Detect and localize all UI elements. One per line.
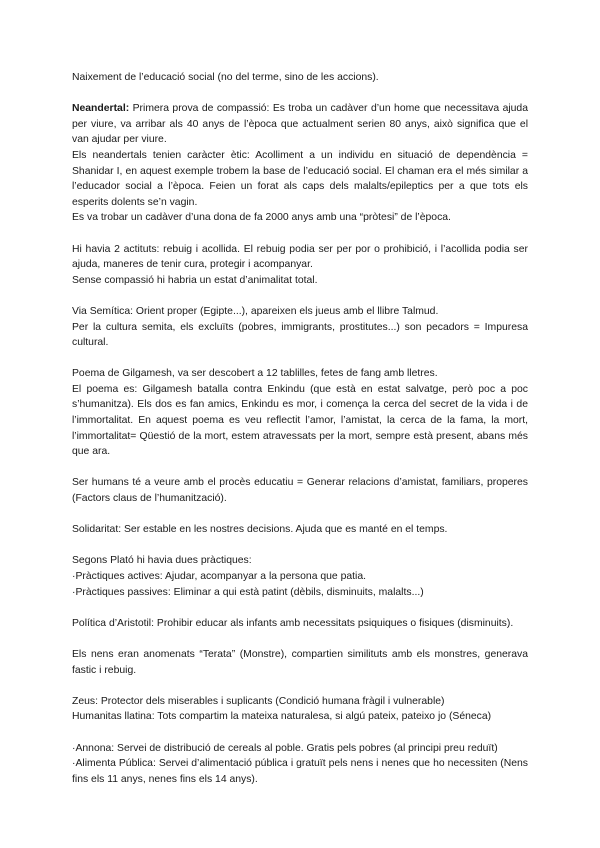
zeus-line-1: Zeus: Protector dels miserables i suplicants (Condició humana fràgil i vulnerable) [72, 695, 445, 707]
semitica-line-1: Via Semítica: Orient proper (Egipte...), apareixen els jueus amb el llibre Talmud. [72, 305, 439, 317]
semitica-line-2: Per la cultura semita, els excluïts (pobres, immigrants, prostitutes...) son pecadors = Impuresa cultural. [72, 321, 528, 349]
paragraph-annona [72, 741, 528, 788]
paragraph-semitica [72, 304, 528, 351]
neandertal-label: Neandertal: [72, 103, 130, 115]
neandertal-text [72, 101, 528, 148]
annona-line-1: ·Annona: Servei de distribució de cereals al poble. Gratis pels pobres (al principi preu reduït) [72, 742, 498, 754]
actituds-line-2: Sense compassió hi habria un estat d’animalitat total. [72, 274, 318, 286]
paragraph-zeus [72, 694, 528, 725]
document-page [72, 70, 528, 803]
neandertal-line-3: Es va trobar un cadàver d’una dona de fa 2000 anys amb una “pròtesi” de l’època. [72, 212, 451, 224]
paragraph-aristotil [72, 616, 528, 632]
neandertal-line-2: Els neandertals tenien caràcter ètic: Acolliment a un individu en situació de dependència = Shanidar I, en aquest exemple trobem la base de l’educació social. El chaman era el més similar a l’educador social a l’època. Feien un forat als caps dels malalts/epileptics per a que tots els esperits dolents se’n vagin. [72, 149, 528, 208]
terata-text: Els nens eran anomenats “Terata” (Monstre), compartien similituts amb els monstres, generava fastic i rebuig. [72, 648, 528, 676]
gilgamesh-line-1: Poema de Gilgamesh, va ser descobert a 12 tablilles, fetes de fang amb lletres. [72, 368, 438, 380]
gilgamesh-line-2: El poema es: Gilgamesh batalla contra Enkindu (que està en estat salvatge, però poc a poc s’humanitza). Els dos es fan amics, Enkindu es mor, i comença la cerca del secret de la vida i de l’immortalitat. En aquest poema es veu reflectit l’amor, l’amistat, la cerca de la fama, la mort, l’immortalitat= Qüestió de la mort, estem atravessats per la mort, sempre està present, abans més que ara. [72, 383, 528, 458]
paragraph-plato [72, 553, 528, 600]
paragraph-actituds [72, 242, 528, 289]
zeus-line-2: Humanitas llatina: Tots compartim la mateixa naturalesa, si algú pateix, pateixo jo (Séneca) [72, 711, 492, 723]
intro-text: Naixement de l’educació social (no del terme, sino de les accions). [72, 72, 379, 83]
aristotil-text: Política d’Aristotil: Prohibir educar als infants amb necessitats psiquiques o fisiques (disminuits). [72, 617, 514, 629]
plato-line-3: ·Pràctiques passives: Eliminar a qui està patint (dèbils, disminuits, malalts...) [72, 586, 424, 598]
annona-line-2: ·Alimenta Pública: Servei d’alimentació pública i gratuït pels nens i nenes que ho necessiten (Nens fins els 11 anys, nenes fins els 14 anys). [72, 758, 528, 785]
paragraph-intro [72, 70, 528, 86]
plato-line-2: ·Pràctiques actives: Ajudar, acompanyar a la persona que patia. [72, 571, 366, 582]
paragraph-terata [72, 647, 528, 678]
paragraph-neandertal [72, 101, 528, 226]
humans-text: Ser humans té a veure amb el procès educatiu = Generar relacions d’amistat, familiars, properes (Factors claus de l’humanització). [72, 477, 528, 505]
plato-line-1: Segons Plató hi havia dues pràctiques: [72, 555, 252, 567]
paragraph-solidaritat [72, 522, 528, 538]
neandertal-body: Primera prova de compassió: Es troba un cadàver d’un home que necessitava ajuda per viure, va arribar als 40 anys de l’època que actualment serien 80 anys, això significa que el van ajudar per viure. [72, 103, 528, 146]
paragraph-humans [72, 475, 528, 506]
actituds-line-1: Hi havia 2 actituts: rebuig i acollida. El rebuig podia ser per por o prohibició, i l’acollida podia ser ajuda, maneres de tenir cura, protegir i acompanyar. [72, 243, 528, 271]
paragraph-gilgamesh [72, 366, 528, 460]
solidaritat-text: Solidaritat: Ser estable en les nostres decisions. Ajuda que es manté en el temps. [72, 524, 448, 536]
